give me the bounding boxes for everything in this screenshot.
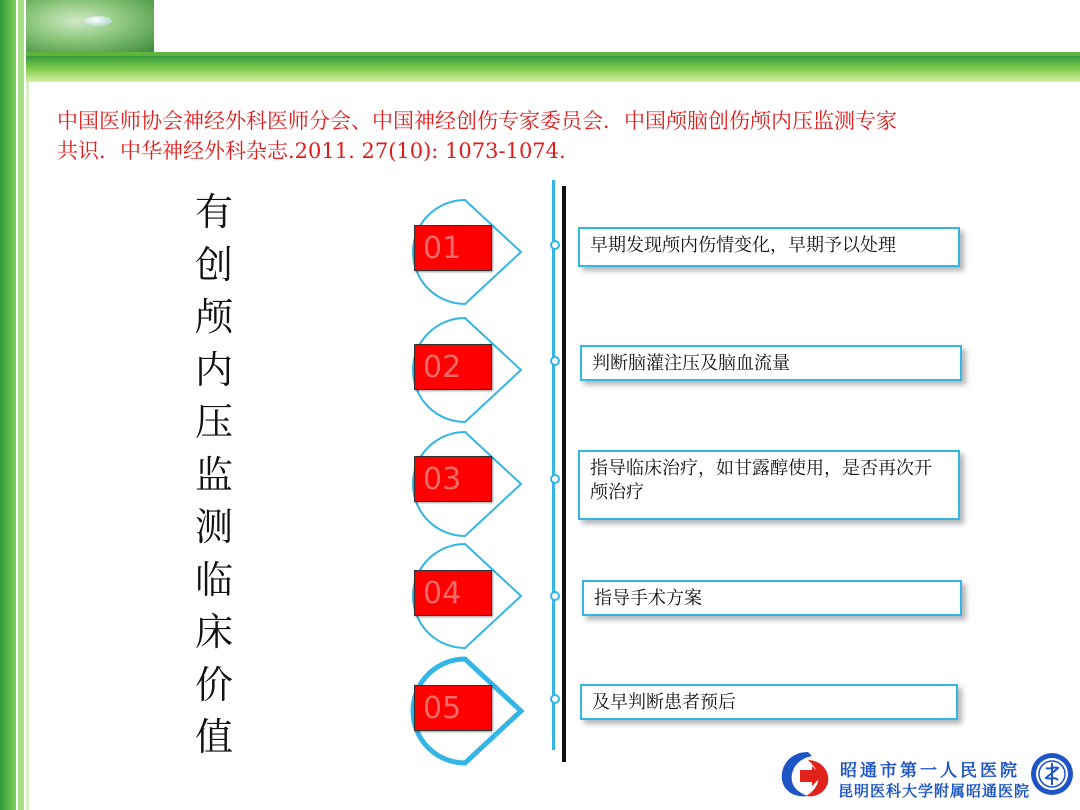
title-char: 监 bbox=[194, 452, 233, 497]
item-text-box: 及早判断患者预后 bbox=[580, 684, 958, 720]
title-char: 压 bbox=[194, 400, 233, 444]
item-number-badge: 01 bbox=[414, 225, 492, 271]
item-number-badge: 03 bbox=[414, 456, 492, 502]
title-char: 内 bbox=[194, 347, 233, 392]
left-light-stripe bbox=[26, 0, 29, 810]
hospital-affiliation: 昆明医科大学附属昭通医院 bbox=[838, 782, 1031, 800]
item-text-box: 指导手术方案 bbox=[582, 580, 962, 616]
title-char: 测 bbox=[194, 505, 233, 549]
left-green-stripe bbox=[18, 0, 24, 810]
citation bbox=[57, 106, 1047, 166]
title-char: 颅 bbox=[194, 295, 233, 339]
timeline-dot bbox=[550, 356, 560, 366]
hospital-name: 昭通市第一人民医院 bbox=[840, 761, 1020, 781]
item-text-box: 指导临床治疗，如甘露醇使用，是否再次开颅治疗 bbox=[578, 450, 960, 520]
citation-line-2: 共识．中华神经外科杂志.2011. 27(10): 1073-1074. bbox=[57, 139, 566, 163]
item-number-badge: 05 bbox=[414, 685, 492, 731]
title-char: 价 bbox=[194, 662, 233, 707]
university-seal-icon bbox=[1030, 752, 1074, 796]
timeline-dot bbox=[550, 694, 560, 704]
header-leaf-image bbox=[26, 0, 154, 52]
title-char: 值 bbox=[194, 715, 233, 759]
water-drop-icon bbox=[84, 16, 112, 26]
title-char: 创 bbox=[194, 242, 233, 287]
item-text-box: 早期发现颅内伤情变化，早期予以处理 bbox=[578, 227, 960, 267]
timeline-black-line bbox=[562, 186, 566, 762]
timeline-dot bbox=[550, 591, 560, 601]
citation-line-1: 中国医师协会神经外科医师分会、中国神经创伤专家委员会．中国颅脑创伤颅内压监测专家 bbox=[57, 109, 897, 133]
timeline-dot bbox=[550, 240, 560, 250]
item-number-badge: 02 bbox=[414, 344, 492, 390]
header-green-band bbox=[26, 52, 1080, 82]
hospital-logo-icon bbox=[778, 748, 834, 800]
timeline-dot bbox=[550, 474, 560, 484]
vertical-title bbox=[188, 186, 240, 764]
left-green-bar bbox=[0, 0, 16, 810]
title-char: 床 bbox=[194, 610, 233, 654]
timeline-blue-line bbox=[552, 180, 555, 750]
item-number-badge: 04 bbox=[414, 570, 492, 616]
title-char: 临 bbox=[194, 557, 233, 602]
item-text-box: 判断脑灌注压及脑血流量 bbox=[580, 345, 962, 381]
title-char: 有 bbox=[194, 190, 233, 234]
